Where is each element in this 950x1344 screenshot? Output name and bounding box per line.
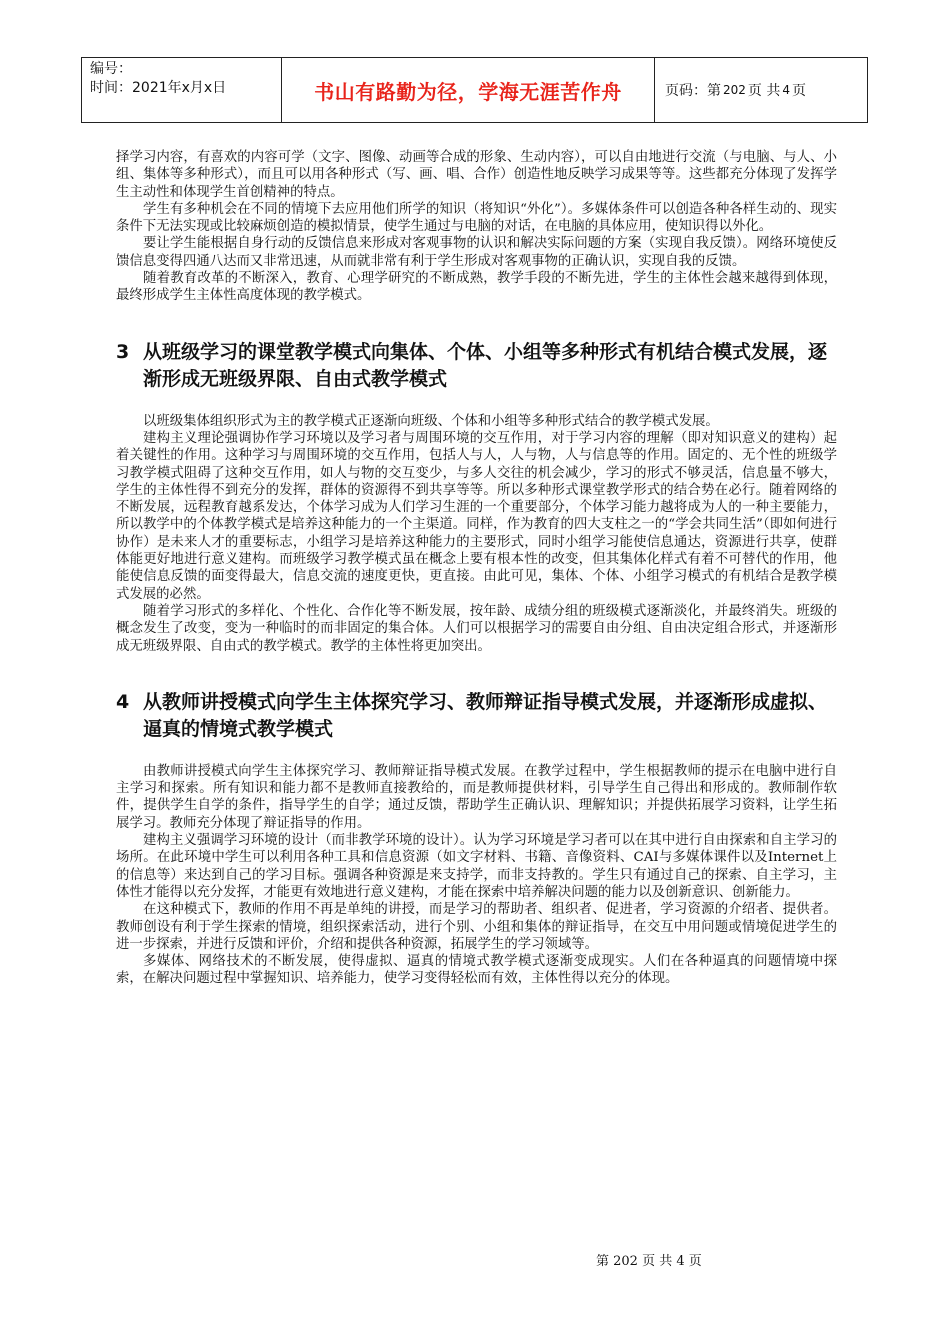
body-paragraph: 以班级集体组织形式为主的教学模式正逐渐向班级、个体和小组等多种形式结合的教学模式发展。 — [143, 413, 719, 429]
body-paragraph: 在这种模式下，教师的作用不再是单纯的讲授，而是学习的帮助者、组织者、促进者，学习资源的介绍者、提供者。教师创设有利于学生探索的情境，组织探索活动，进行个别、小组和集体的辩证指导，在交互中用问题或情境促进学生的进一步探索，并进行反馈和评价，介绍和提供各种资源，拓展学生的学习领域等。 — [116, 902, 837, 952]
body-paragraph: 建构主义强调学习环境的设计（而非教学环境的设计）。认为学习环境是学习者可以在其中进行自由探索和自主学习的场所。在此环境中学生可以利用各种工具和信息资源（如文字材料、书籍、音像资料、CAI与多媒体课件以及Internet上的信息等）来达到自己的学习目标。强调各种资源是来支持学，而非支持教的。学生只有通过自己的探索、自主学习，主体性才能得以充分发挥，才能更有效地进行意义建构，才能在探索中培养解决问题的能力以及创新意识、创新能力。 — [116, 833, 837, 900]
section-number: 3 — [116, 340, 130, 363]
body-paragraph: 随着学习形式的多样化、个性化、合作化等不断发展，按年龄、成绩分组的班级模式逐渐淡化，并最终消失。班级的概念发生了改变，变为一种临时的而非固定的集合体。人们可以根据学习的需要自由分组、自由决定组合形式，并逐渐形成无班级界限、自由式的教学模式。教学的主体性将更加突出。 — [116, 603, 837, 654]
body-paragraph: 随着教育改革的不断深入，教育、心理学研究的不断成熟，教学手段的不断先进，学生的主体性会越来越得到体现，最终形成学生主体性高度体现的教学模式。 — [116, 271, 837, 304]
section-title: 从班级学习的课堂教学模式向集体、个体、小组等多种形式有机结合模式发展，逐渐形成无班级界限、自由式教学模式 — [143, 340, 828, 390]
page-suffix: 页 — [792, 83, 806, 99]
header-meta — [82, 58, 282, 122]
section-number: 4 — [116, 690, 130, 713]
serial-label: 编号： — [90, 61, 132, 77]
body-paragraph: 由教师讲授模式向学生主体探究学习、教师辩证指导模式发展。在教学过程中，学生根据教师的提示在电脑中进行自主学习和探索。所有知识和能力都不是教师直接教给的，而是教师提供材料，引导学生自己得出和形成的。教师制作软件，提供学生自学的条件，指导学生的自学；通过反馈，帮助学生正确认识、理解知识；并提供拓展学习资料，让学生拓展学习。教师充分体现了辩证指导的作用。 — [116, 763, 837, 831]
page-prefix: 页码：第 — [665, 83, 721, 99]
section-heading-4 — [116, 689, 837, 743]
page-current: 202 — [723, 83, 746, 97]
page-middle: 页 共 — [747, 83, 781, 99]
motto: 书山有路勤为径，学海无涯苦作舟 — [314, 79, 622, 104]
body-paragraph: 要让学生能根据自身行动的反馈信息来形成对客观事物的认识和解决实际问题的方案（实现自我反馈）。网络环境使反馈信息变得四通八达而又非常迅速，从而就非常有利于学生形成对客观事物的正确认识，实现自我的反馈。 — [116, 236, 837, 269]
section-heading-3 — [116, 339, 837, 393]
header-page-info — [655, 58, 867, 122]
section-title: 从教师讲授模式向学生主体探究学习、教师辩证指导模式发展，并逐渐形成虚拟、逼真的情境式教学模式 — [143, 690, 828, 740]
date-label: 时间：2021年x月x日 — [90, 80, 227, 96]
body-paragraph: 学生有多种机会在不同的情境下去应用他们所学的知识（将知识“外化”）。多媒体条件可以创造各种各样生动的、现实条件下无法实现或比较麻烦创造的模拟情景，使学生通过与电脑的对话，在电脑的具体应用，使知识得以外化。 — [116, 201, 837, 235]
body-paragraph: 择学习内容，有喜欢的内容可学（文字、图像、动画等合成的形象、生动内容），可以自由地进行交流（与电脑、与人、小组、集体等多种形式），而且可以用各种形式（写、画、唱、合作）创造性地反映学习成果等等。这些都充分体现了发挥学生主动性和体现学生首创精神的特点。 — [116, 150, 837, 200]
footer-page-number: 第 202 页 共 4 页 — [596, 1254, 702, 1269]
body-paragraph: 多媒体、网络技术的不断发展，使得虚拟、逼真的情境式教学模式逐渐变成现实。人们在各种逼真的问题情境中探索，在解决问题过程中掌握知识、培养能力，使学习变得轻松而有效，主体性得以充分的体现。 — [116, 954, 837, 987]
page-header — [81, 57, 868, 123]
body-paragraph: 建构主义理论强调协作学习环境以及学习者与周围环境的交互作用，对于学习内容的理解（即对知识意义的建构）起着关键性的作用。这种学习与周围环境的交互作用，包括人与人，人与物，人与信息等的作用。固定的、无个性的班级学习教学模式阻碍了这种交互作用，如人与物的交互变少，与多人交往的机会减少，学习的形式不够灵活，信息量不够大，学生的主体性得不到充分的发挥，群体的资源得不到共享等等。所以多种形式课堂教学形式的结合势在必行。随着网络的不断发展，远程教育越系发达，个体学习成为人们学习生涯的一个重要部分，个体学习能力越将成为人的一种主要能力，所以教学中的个体教学模式是培养这种能力的一个主渠道。同样，作为教育的四大支柱之一的“学会共同生活”（即如何进行协作）是未来人才的重要标志，小组学习是培养这种能力的主要形式，同时小组学习能使信息通达，资源进行共享，使群体能更好地进行意义建构。而班级学习教学模式虽在概念上要有根本性的改变，但其集体化样式有着不可替代的作用，他能使信息反馈的面变得最大，信息交流的速度更快，更直接。由此可见，集体、个体、小组学习模式的有机结合是教学模式发展的必然。 — [116, 430, 837, 602]
document-body — [116, 149, 837, 988]
header-motto-cell — [282, 58, 655, 122]
page-total: 4 — [782, 83, 790, 97]
